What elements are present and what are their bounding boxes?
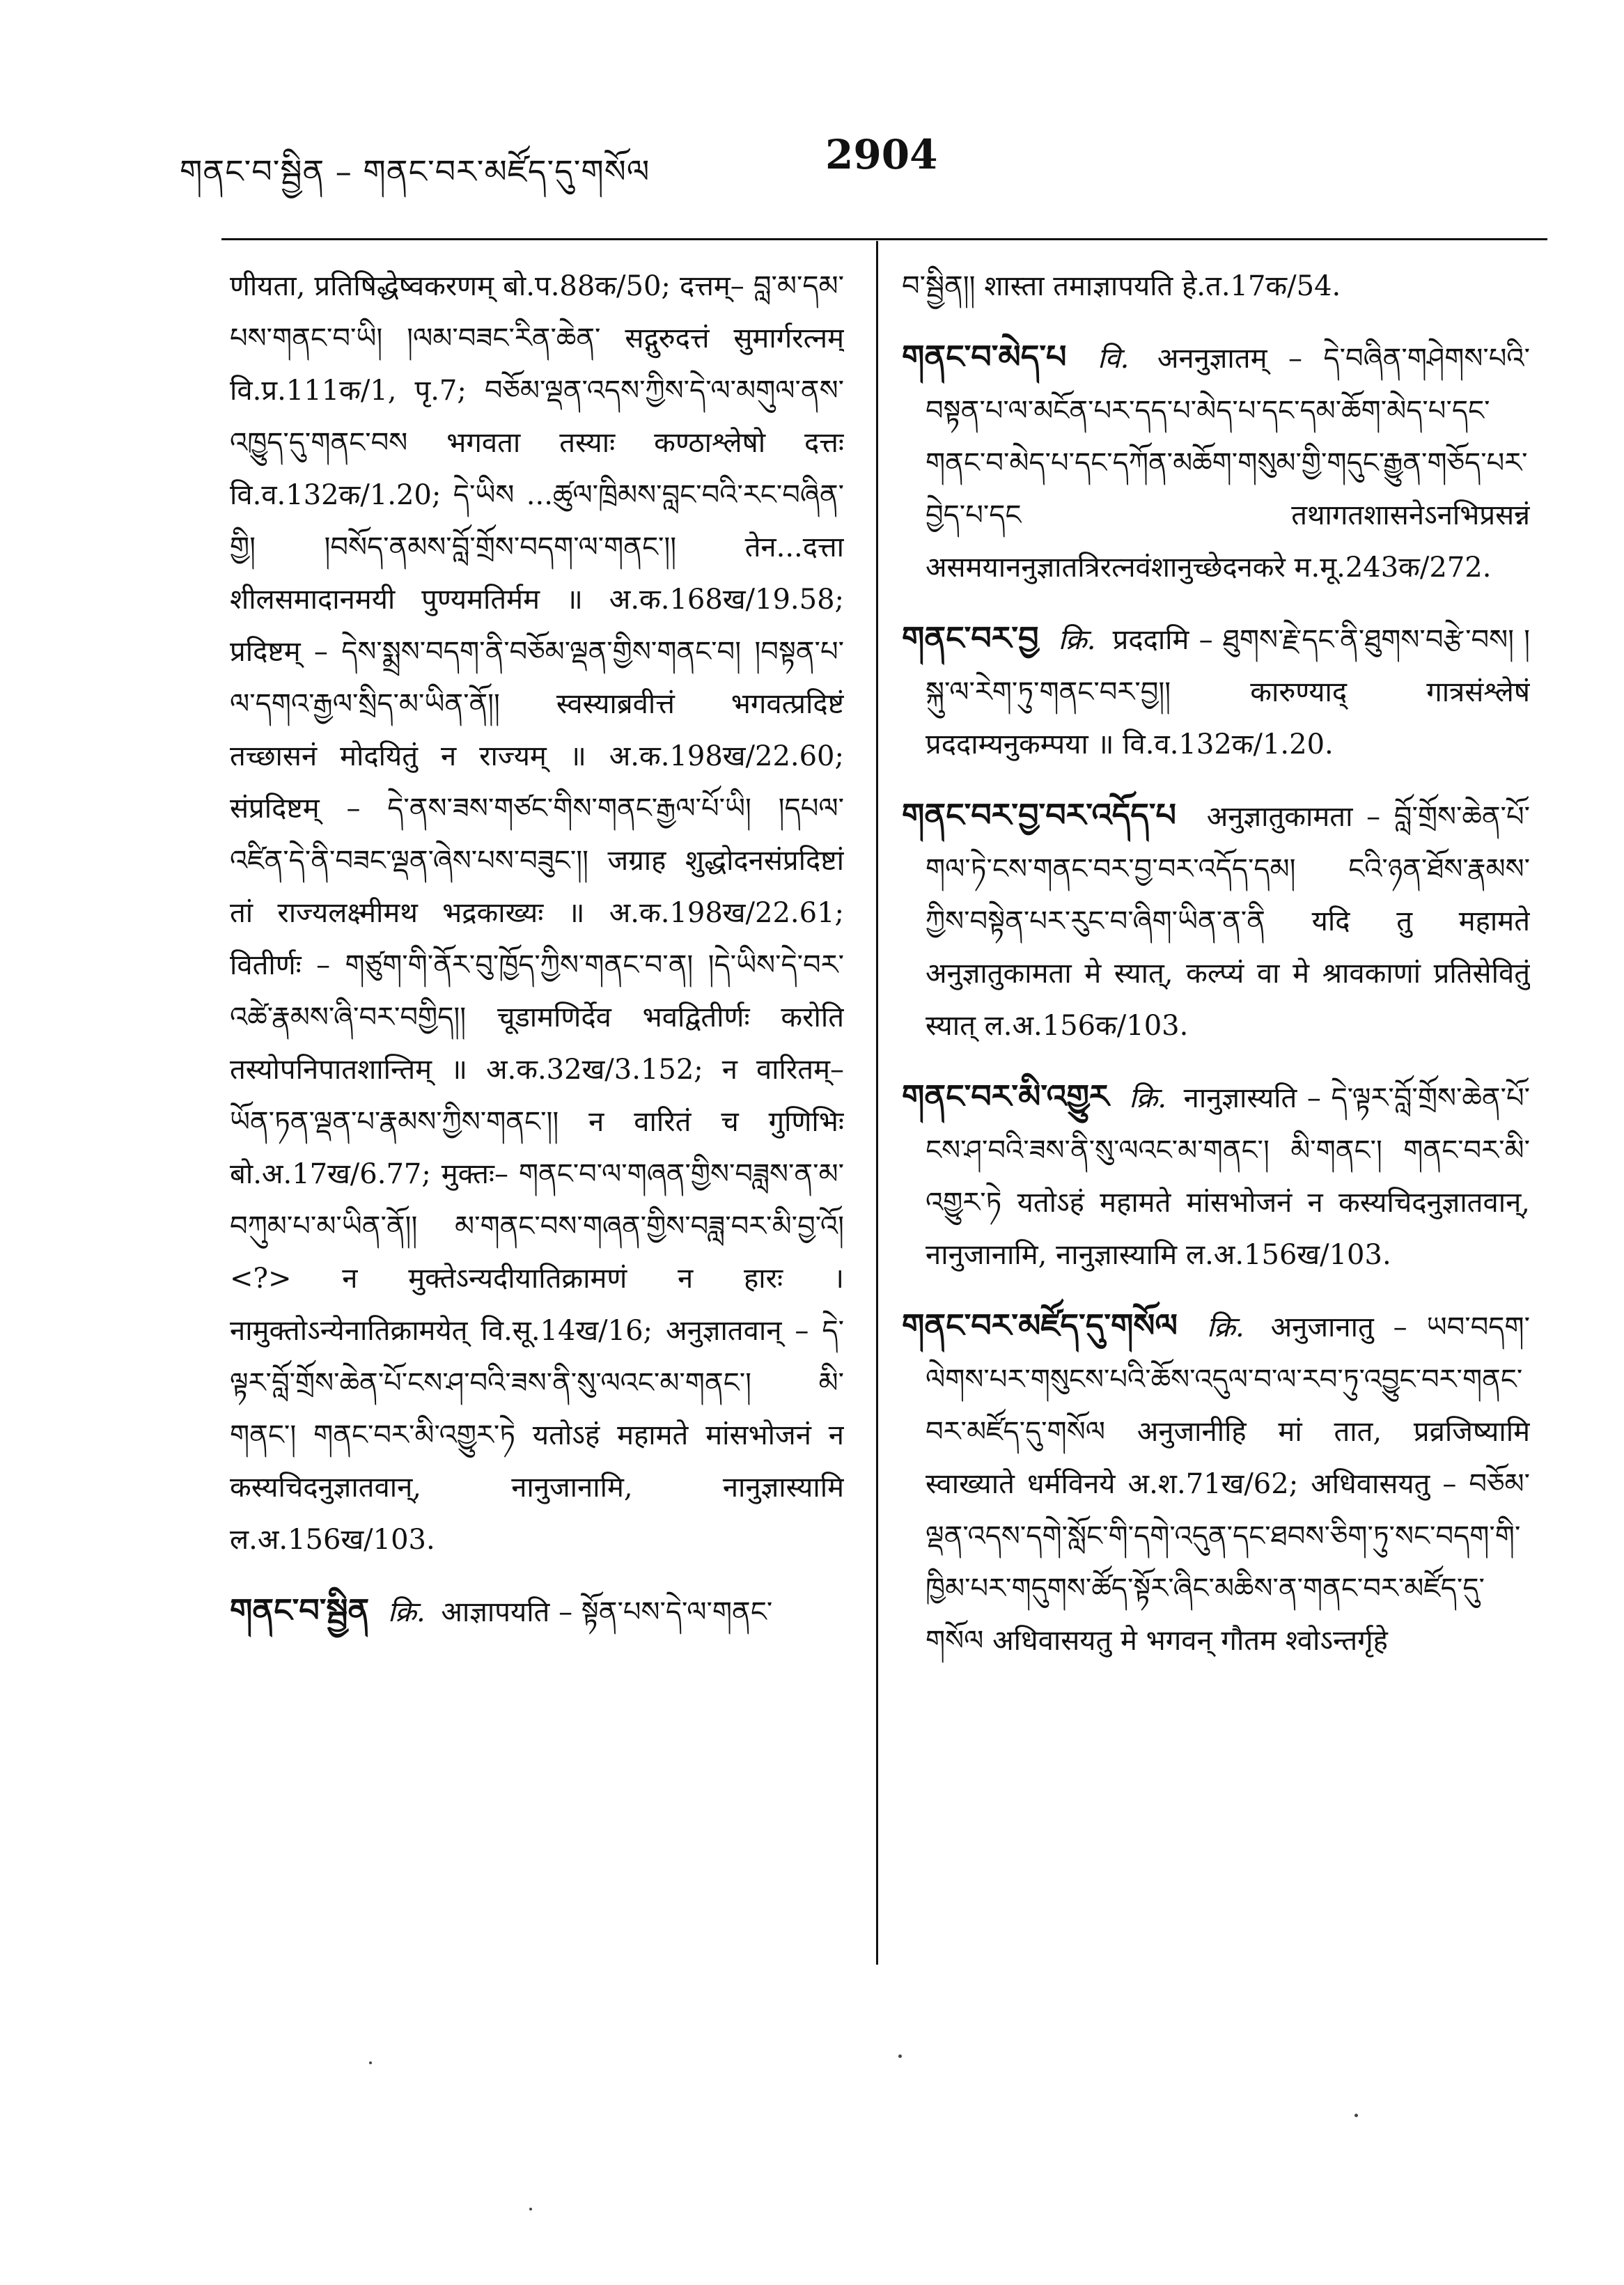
entry-continuation (230, 260, 844, 1566)
dictionary-entry (902, 331, 1530, 594)
entry-text: བ་སྦྱིན།། शास्ता तमाज्ञापयति हे.त.17क/54. (902, 270, 1341, 302)
scan-speck (1354, 2114, 1358, 2117)
entry-headword: གནང་བར་བྱ་བར་འདོད་པ (902, 796, 1177, 834)
scan-speck (369, 2061, 372, 2064)
dictionary-entry (902, 612, 1530, 771)
running-head: གནང་བ་སྦྱིན – གནང་བར་མཛོད་དུ་གསོལ (180, 153, 650, 190)
entry-continuation (902, 260, 1530, 313)
entry-text: आज्ञापयति – སྟོན་པས་དེ་ལ་གནང་ (441, 1596, 773, 1628)
column-divider (876, 241, 878, 1965)
grammar-label: क्रि. (387, 1596, 425, 1628)
entry-text: अनुज्ञातुकामता – བློ་གྲོས་ཆེན་པོ་གལ་ཏེ་ངས་གནང་བར་བྱ་བར་འདོད་དམ། ངའི་ཉན་ཐོས་རྣམས་ཀྱིས་བསྟེན་པར་རུང་བ་ཞིག་ཡིན་ན་ནི यदि तु महामते अनुज्ञातुकामता मे स्यात्, कल्प्यं वा मे श्रावकाणां प्रतिसेवितुं स्यात् ल.अ.156क/103. (926, 801, 1530, 1042)
entry-headword: གནང་བར་བྱ (902, 619, 1039, 657)
grammar-label: क्रि. (1058, 624, 1096, 656)
dictionary-entry (230, 1584, 844, 1639)
grammar-label: क्रि. (1206, 1311, 1244, 1343)
right-column (902, 260, 1530, 1974)
page-number: 2904 (825, 131, 938, 178)
scan-speck (529, 2208, 532, 2210)
entry-text: नानुज्ञास्यति – དེ་ལྟར་བློ་གྲོས་ཆེན་པོ་ངས་ཤ་བའི་ཟས་ནི་སུ་ལའང་མ་གནང་། མི་གནང་། གནང་བར་མི་འགྱུར་ཏེ यतोऽहं महामते मांसभोजनं न कस्यचिदनुज्ञातवान्, नानुजानामि, नानुज्ञास्यामि ल.अ.156ख/103. (926, 1082, 1530, 1271)
dictionary-entry (902, 789, 1530, 1052)
dictionary-entry (902, 1070, 1530, 1281)
header-rule (221, 238, 1547, 240)
entry-text: अननुज्ञातम् – དེ་བཞིན་གཤེགས་པའི་བསྟན་པ་ལ་མངོན་པར་དད་པ་མེད་པ་དང་དམ་ཆོག་མེད་པ་དང་གནང་བ་མེད་པ་དང་དཀོན་མཆོག་གསུམ་གྱི་གདུང་རྒྱུན་གཅོད་པར་བྱེད་པ་དང तथागतशासनेऽनभिप्रसन्नं असमयाननुज्ञातत्रिरत्नवंशानुच्छेदनकरे म.मू.243क/272. (926, 343, 1530, 584)
entry-text: अनुजानातु – ཡབ་བདག་ལེགས་པར་གསུངས་པའི་ཆོས་འདུལ་བ་ལ་རབ་ཏུ་འབྱུང་བར་གནང་བར་མཛོད་དུ་གསོལ अनुजानीहि मां तात, प्रव्रजिष्यामि स्वाख्याते धर्मविनये अ.श.71ख/62; अधिवासयतु – བཅོམ་ལྡན་འདས་དགེ་སློང་གི་དགེ་འདུན་དང་ཐབས་ཅིག་ཏུ་སང་བདག་གི་ཁྱིམ་པར་གདུགས་ཚོད་སྟོར་ཞིང་མཆིས་ན་གནང་བར་མཛོད་དུ་གསོལ अधिवासयतु मे भगवन् गौतम श्वोऽन्तर्गृहे (926, 1311, 1530, 1657)
entry-text: णीयता, प्रतिषिद्धेष्वकरणम् बो.प.88क/50; दत्तम्– བླ་མ་དམ་པས་གནང་བ་ཡི། །ལམ་བཟང་རིན་ཆེན་ सद्गुरुदत्तं सुमार्गरत्नम् वि.प्र.111क/1, पृ.7; བཅོམ་ལྡན་འདས་ཀྱིས་དེ་ལ་མགུལ་ནས་འཁྱུད་དུ་གནང་བས भगवता तस्याः कण्ठाश्लेषो दत्तः वि.व.132क/1.20; དེ་ཡིས ...ཚུལ་ཁྲིམས་བླང་བའི་རང་བཞིན་གྱི། །བསོད་ནམས་བློ་གྲོས་བདག་ལ་གནང་།། तेन...दत्ता शीलसमादानमयी पुण्यमतिर्मम ॥ अ.क.168ख/19.58; प्रदिष्टम् – དེས་སྨྲས་བདག་ནི་བཅོམ་ལྡན་གྱིས་གནང་བ། །བསྟན་པ་ལ་དགའ་རྒྱལ་སྲིད་མ་ཡིན་ནོ།། स्वस्याब्रवीत्तं भगवत्प्रदिष्टं तच्छासनं मोदयितुं न राज्यम् ॥ अ.क.198ख/22.60; संप्रदिष्टम् – དེ་ནས་ཟས་གཙང་གིས་གནང་རྒྱལ་པོ་ཡི། །དཔལ་འཛིན་དེ་ནི་བཟང་ལྡན་ཞེས་པས་བཟུང་།། जग्राह शुद्धोदनसंप्रदिष्टां तां राज्यलक्ष्मीमथ भद्रकाख्यः ॥ अ.क.198ख/22.61; वितीर्णः – གཙུག་གི་ནོར་བུ་ཁྱོད་ཀྱིས་གནང་བ་ན། །དེ་ཡིས་དེ་བར་འཚེ་རྣམས་ཞི་བར་བགྱིད།། चूडामणिर्देव भवद्वितीर्णः करोति तस्योपनिपातशान्तिम् ॥ अ.क.32ख/3.152; न वारितम्– ཡོན་ཏན་ལྡན་པ་རྣམས་ཀྱིས་གནང་།། न वारितं च गुणिभिः बो.अ.17ख/6.77; मुक्तः– གནང་བ་ལ་གཞན་གྱིས་བཟླས་ན་མ་བཀུམ་པ་མ་ཡིན་ནོ།། མ་གནང་བས་གཞན་གྱིས་བཟླ་བར་མི་བྱ་འོ། <?> न मुक्तेऽन्यदीयातिक्रामणं न हारः । नामुक्तोऽन्येनातिक्रामयेत् वि.सू.14ख/16; अनुज्ञातवान् – དེ་ལྟར་བློ་གྲོས་ཆེན་པོ་ངས་ཤ་བའི་ཟས་ནི་སུ་ལའང་མ་གནང་། མི་གནང་། གནང་བར་མི་འགྱུར་ཏེ यतोऽहं महामते मांसभोजनं न कस्यचिदनुज्ञातवान्, नानुजानामि, नानुज्ञास्यामि ल.अ.156ख/103. (230, 270, 844, 1556)
dictionary-entry (902, 1300, 1530, 1667)
left-column (230, 260, 844, 1974)
entry-text: प्रददामि – ཐུགས་རྗེ་དང་ནི་ཐུགས་བརྩེ་བས། །སྐུ་ལ་རེག་ཏུ་གནང་བར་བྱ།། कारुण्याद् गात्रसंश्लेषं प्रददाम्यनुकम्पया ॥ वि.व.132क/1.20. (926, 624, 1530, 761)
entry-headword: གནང་བར་མི་འགྱུར (902, 1077, 1109, 1115)
scan-speck (898, 2054, 902, 2058)
entry-headword: གནང་བ་མེད་པ (902, 338, 1067, 375)
grammar-label: वि. (1098, 343, 1130, 375)
grammar-label: क्रि. (1129, 1082, 1167, 1114)
entry-headword: གནང་བ་སྦྱིན (230, 1591, 370, 1629)
entry-headword: གནང་བར་མཛོད་དུ་གསོལ (902, 1307, 1178, 1344)
